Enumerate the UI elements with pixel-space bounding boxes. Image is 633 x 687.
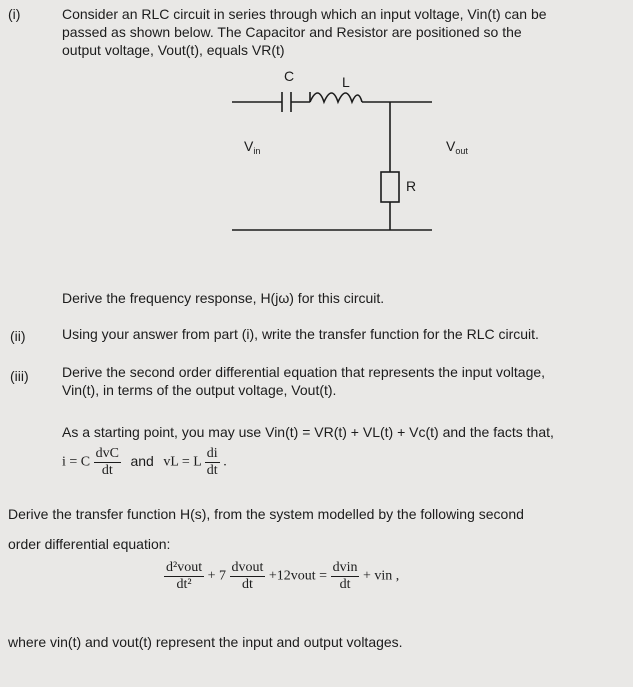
part-iii-starting-point: As a starting point, you may use Vin(t) = VR(t) + VL(t) + Vc(t) and the facts that, (62, 424, 554, 440)
part-iii-line-2: Vin(t), in terms of the output voltage, Vout(t). (62, 382, 337, 398)
part-i-question: Derive the frequency response, H(jω) for this circuit. (62, 290, 385, 306)
part-iii-line-1: Derive the second order differential equation that represents the input voltage, (62, 364, 546, 380)
part-iv-where-text: where vin(t) and vout(t) represent the input and output voltages. (8, 634, 403, 650)
eq-term-input-derivative: $\frac{\text{dvin}}{dt}$ (332, 560, 358, 592)
inductor-coil (310, 93, 362, 102)
part-ii-text: Using your answer from part (i), write the transfer function for the RLC circuit. (62, 326, 539, 342)
resistor-body (381, 172, 399, 202)
vout-label: $V_{out}$ (446, 138, 468, 156)
inductor-label: L (342, 74, 350, 90)
rlc-circuit-diagram (0, 60, 633, 245)
part-ii-marker: (ii) (10, 328, 26, 344)
eq-inductor-voltage: vL = L (163, 454, 202, 470)
capacitor-label: C (284, 68, 295, 84)
part-iv-line-2: order differential equation: (8, 536, 171, 552)
eq-current: i = C (62, 454, 91, 470)
eq-term-first-derivative: $\frac{\text{dvout}}{dt}$ (231, 560, 264, 592)
part-i-line-3: output voltage, Vout(t), equals VR(t) (62, 42, 285, 58)
part-i-marker: (i) (8, 6, 21, 22)
part-i-line-2: passed as shown below. The Capacitor and Resistor are positioned so the (62, 24, 522, 40)
part-iii-equations: i = C $\frac{\text{dvC}}{dt}$ and vL = L $\frac{di}{dt}$ . (62, 446, 227, 478)
resistor-label: R (406, 178, 417, 194)
eq-term-second-derivative: $\frac{\text{d²vout}}{\text{dt²}}$ (166, 560, 203, 592)
part-iv-line-1: Derive the transfer function H(s), from the system modelled by the following second (8, 506, 524, 522)
part-iii-marker: (iii) (10, 368, 29, 384)
eq-fraction-dvc-dt: $\frac{\text{dvC}}{dt}$ (95, 446, 119, 478)
part-i-line-1: Consider an RLC circuit in series through which an input voltage, Vin(t) can be (62, 6, 547, 22)
eq-fraction-di-dt: $\frac{di}{dt}$ (206, 446, 218, 478)
differential-equation: $\frac{\text{d²vout}}{\text{dt²}}$ + 7 $\frac{\text{dvout}}{dt}$ +12vout = $\frac{\text{dvin}}{dt}$ + vin , (166, 560, 400, 592)
vin-label: $V_{in}$ (244, 138, 261, 156)
